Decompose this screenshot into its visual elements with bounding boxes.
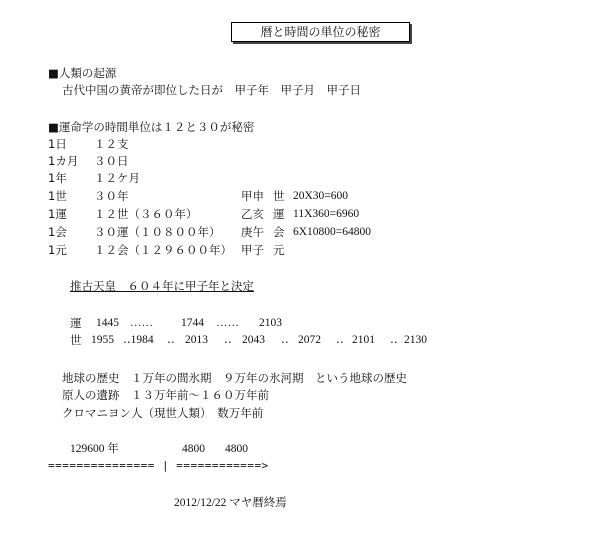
unit-kanshi: 甲子 [241,243,264,257]
timeline-sei-value: 2130 [404,334,427,346]
unit-symbol: 運 [273,207,285,221]
footer-note: 2012/12/22 マヤ暦終焉 [174,497,287,509]
timeline-sei-value: 2072 [298,334,321,346]
timeline-sei-value: ‥ [336,334,344,346]
unit-kanshi: 乙亥 [241,207,264,221]
timeline-sei-value: ‥ [281,334,289,346]
unit-kanshi: 庚午 [241,225,264,239]
timeline-sei-value: ‥ [167,334,175,346]
unit-label: 1世 [48,189,67,203]
timeline-un-value: 1445 [96,317,119,329]
unit-label: 1年 [48,171,67,185]
unit-value: ３０日 [94,154,129,168]
timeline-sei-value: ‥ [390,334,398,346]
unit-label: 1カ月 [48,154,79,168]
timeline-un-label: 運 [70,316,82,330]
origin-text: 古代中国の黄帝が即位した日が 甲子年 甲子月 甲子日 [62,83,361,97]
timeline-un-value: …… [130,317,153,329]
unit-symbol: 会 [273,225,285,239]
timeline-sei-value: ‥1984 [123,334,154,346]
unit-formula: 11X360=6960 [293,208,360,220]
unit-value: １２世（３６０年） [94,207,198,221]
page-title: 暦と時間の単位の秘密 [231,22,410,42]
history-line: クロマニヨン人（現世人類） 数万年前 [62,406,264,420]
timeline-sei-value: ‥ [224,334,232,346]
scale-left-value: 129600 年 [70,443,119,455]
timeline-sei-value: 2043 [242,334,265,346]
unit-value: １２ケ月 [94,171,140,185]
timeline-sei-label: 世 [70,333,82,347]
timeline-sei-value: 2013 [185,334,208,346]
unit-symbol: 世 [273,189,285,203]
unit-value: １２会（１２９６００年） [94,243,232,257]
unit-kanshi: 甲申 [241,189,264,203]
origin-heading: ■人類の起源 [48,66,117,80]
unit-label: 1元 [48,243,67,257]
unit-label: 1会 [48,225,67,239]
units-heading: ■運命学の時間単位は１２と３０が秘密 [48,120,255,134]
unit-symbol: 元 [273,243,285,257]
timeline-sei-value: 1955 [91,334,114,346]
timeline-un-value: 1744 [181,317,204,329]
scale-right-value: 4800 [225,443,248,455]
suiko-note: 推古天皇 ６０４年に甲子年と決定 [70,279,254,293]
unit-value: ３０年 [94,189,129,203]
timeline-sei-value: 2101 [352,334,375,346]
unit-label: 1日 [48,137,67,151]
timeline-un-value: 2103 [259,317,282,329]
timeline-un-value: …… [216,317,239,329]
scale-line: =============== | ============> [48,459,269,472]
unit-formula: 6X10800=64800 [293,226,372,238]
unit-label: 1運 [48,207,67,221]
scale-mid-value: 4800 [182,443,205,455]
history-line: 地球の歴史 １万年の間氷期 ９万年の氷河期 という地球の歴史 [62,371,407,385]
unit-value: １２支 [94,137,129,151]
history-line: 原人の遺跡 １３万年前～１６０万年前 [62,388,269,402]
unit-value: ３０運（１０８００年） [94,225,221,239]
unit-formula: 20X30=600 [293,190,349,202]
